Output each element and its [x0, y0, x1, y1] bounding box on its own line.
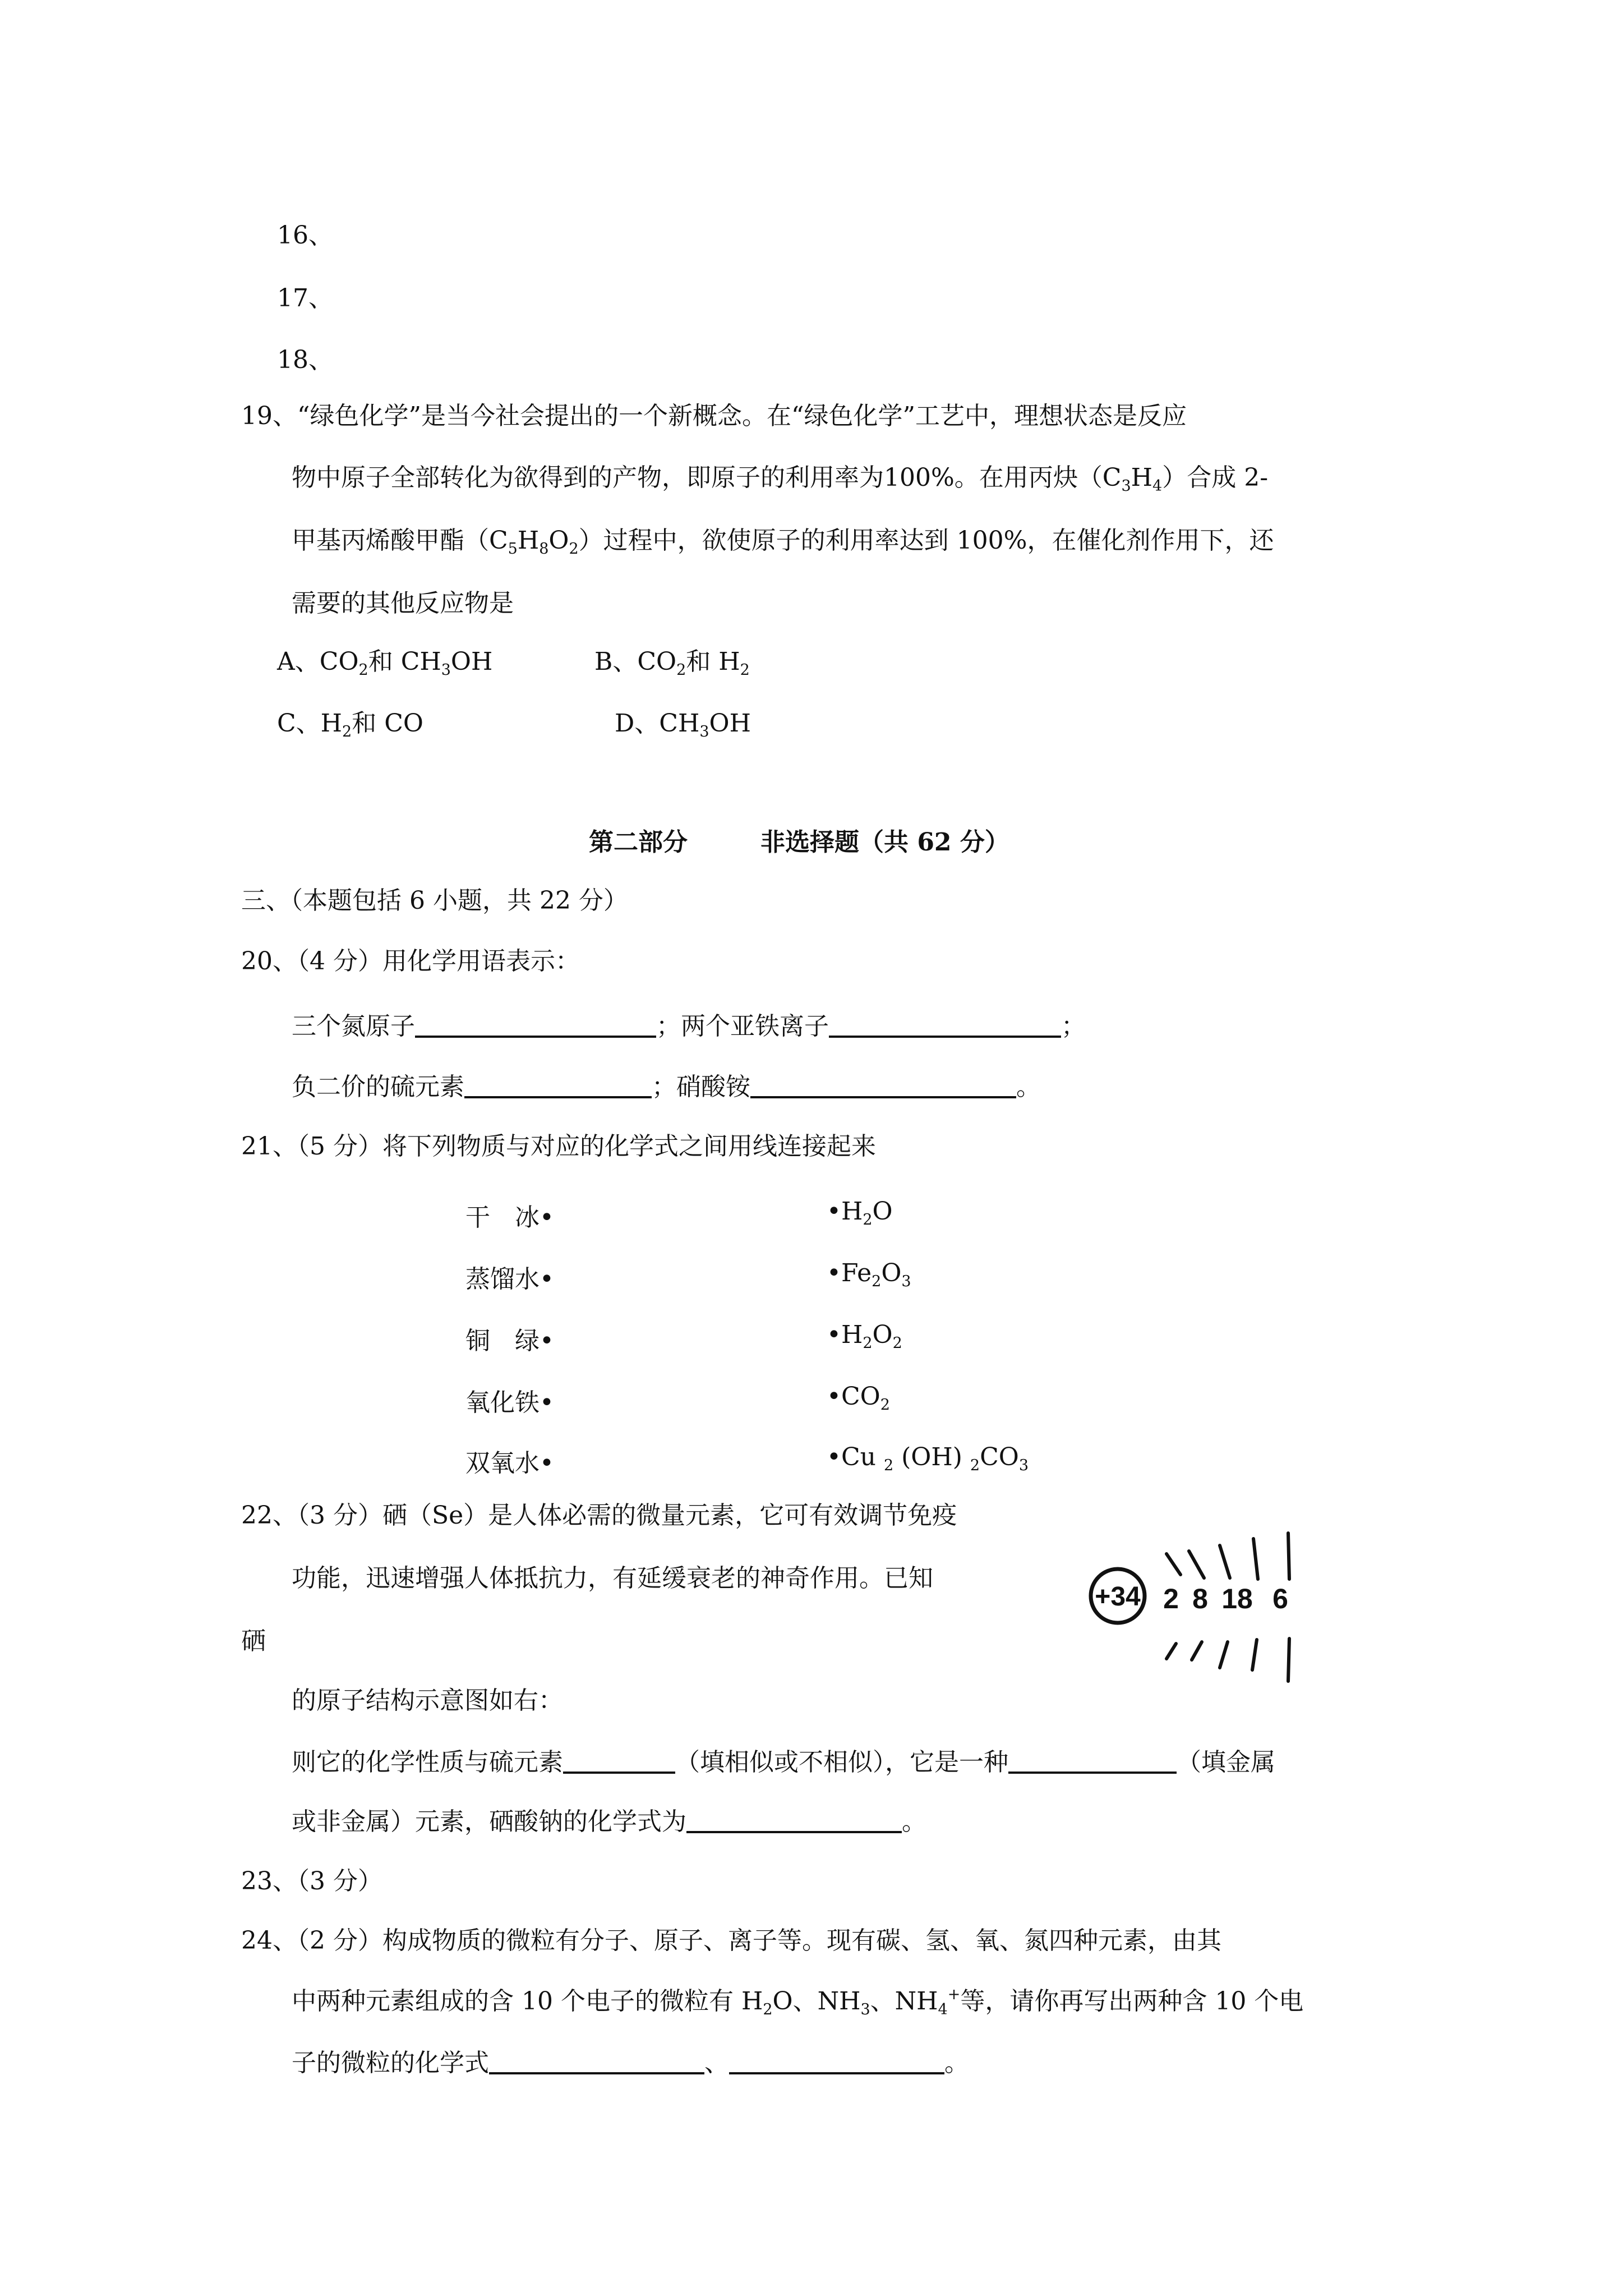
q21-formula-item[interactable]: $•CO_2$	[827, 1382, 890, 1414]
electron-shell-count: 8	[1192, 1583, 1208, 1614]
electron-shell-count: 2	[1163, 1583, 1179, 1614]
electron-shell-count: 6	[1272, 1583, 1288, 1614]
part-two-heading: 第二部分 非选择题（共 62 分）	[589, 828, 1009, 857]
question-18-number: 18、	[277, 346, 333, 374]
answer-blank[interactable]	[729, 2050, 944, 2074]
answer-blank[interactable]	[563, 1749, 675, 1774]
question-17-number: 17、	[277, 284, 333, 312]
q21-formula-item[interactable]: •Cu $_2$ (OH) $_2CO_3$	[827, 1443, 1029, 1474]
q20-title: 20、（4 分）用化学用语表示：	[241, 947, 580, 976]
q19-line-4: 需要的其他反应物是	[292, 589, 514, 618]
q19-line-2: 物中原子全部转化为欲得到的产物，即原子的利用率为100%。在用丙炔$(C_3H_4)$合成 2-	[292, 463, 1269, 495]
q22-line-2: 功能，迅速增强人体抵抗力，有延缓衰老的神奇作用。已知	[292, 1564, 933, 1593]
section-three-heading: 三、（本题包括 6 小题，共 22 分）	[241, 886, 628, 915]
nucleus-charge: +34	[1095, 1582, 1141, 1612]
q20-line-2: 负二价的硫元素 ；硝酸铵 。	[292, 1073, 1041, 1101]
q21-substance-item[interactable]: 蒸馏水•	[465, 1265, 554, 1294]
q21-formula-item[interactable]: $•Fe_2O_3$	[827, 1259, 911, 1290]
q19-option-a: A、$CO_2$和 $CH_3OH$	[277, 647, 493, 679]
answer-blank[interactable]	[686, 1809, 902, 1833]
q21-formula-item[interactable]: $•H_2O$	[827, 1197, 893, 1228]
q19-option-d: D、$CH_3OH$	[615, 709, 751, 740]
q22-line-5: 则它的化学性质与硫元素 （填相似或不相似），它是一种 （填金属	[292, 1748, 1275, 1777]
answer-blank[interactable]	[415, 1013, 656, 1038]
answer-blank[interactable]	[750, 1074, 1016, 1098]
answer-blank[interactable]	[829, 1013, 1061, 1038]
q24-line-3: 子的微粒的化学式 、 。	[292, 2049, 969, 2077]
q19-line-3: 甲基丙烯酸甲酯$(C_5H_8O_2)$过程中，欲使原子的利用率达到 100%，在催化剂作用下，还	[292, 526, 1274, 558]
q21-formula-item[interactable]: $•H_2O_2$	[827, 1320, 902, 1352]
q22-line-4: 的原子结构示意图如右：	[292, 1686, 563, 1715]
q22-line-6: 或非金属）元素，硒酸钠的化学式为 。	[292, 1807, 926, 1836]
q21-substance-item[interactable]: 干 冰•	[465, 1203, 554, 1232]
electron-shell-count: 18	[1221, 1583, 1253, 1614]
q21-substance-item[interactable]: 双氧水•	[465, 1449, 554, 1478]
answer-blank[interactable]	[489, 2050, 704, 2074]
q24-line-1: 24、（2 分）构成物质的微粒有分子、原子、离子等。现有碳、氢、氧、氮四种元素，由其	[241, 1926, 1221, 1955]
selenium-atom-structure-diagram	[1080, 1523, 1349, 1686]
q19-line-1: 19、“绿色化学”是当今社会提出的一个新概念。在“绿色化学”工艺中，理想状态是反应	[241, 402, 1187, 430]
question-16-number: 16、	[277, 221, 333, 250]
q21-substance-item[interactable]: 铜 绿•	[465, 1327, 554, 1355]
q20-line-1: 三个氮原子 ；两个亚铁离子 ；	[292, 1012, 1086, 1041]
answer-blank[interactable]	[464, 1074, 652, 1098]
q19-option-b: B、$CO_2$和 $H_2$	[594, 647, 750, 679]
q21-title: 21、（5 分）将下列物质与对应的化学式之间用线连接起来	[241, 1132, 876, 1161]
q19-option-c: C、$H_2$和 CO	[277, 709, 423, 740]
q24-line-2: 中两种元素组成的含 10 个电子的微粒有 $H_2O$、$NH_3$、$NH_4^+$等，请你再写出两种含 10 个电	[292, 1986, 1304, 2018]
question-23-number: 23、（3 分）	[241, 1867, 382, 1895]
q22-line-3: 硒	[241, 1627, 266, 1655]
q22-line-1: 22、（3 分）硒（Se）是人体必需的微量元素，它可有效调节免疫	[241, 1501, 957, 1530]
answer-blank[interactable]	[1008, 1749, 1177, 1774]
q21-substance-item[interactable]: 氧化铁•	[465, 1388, 554, 1417]
